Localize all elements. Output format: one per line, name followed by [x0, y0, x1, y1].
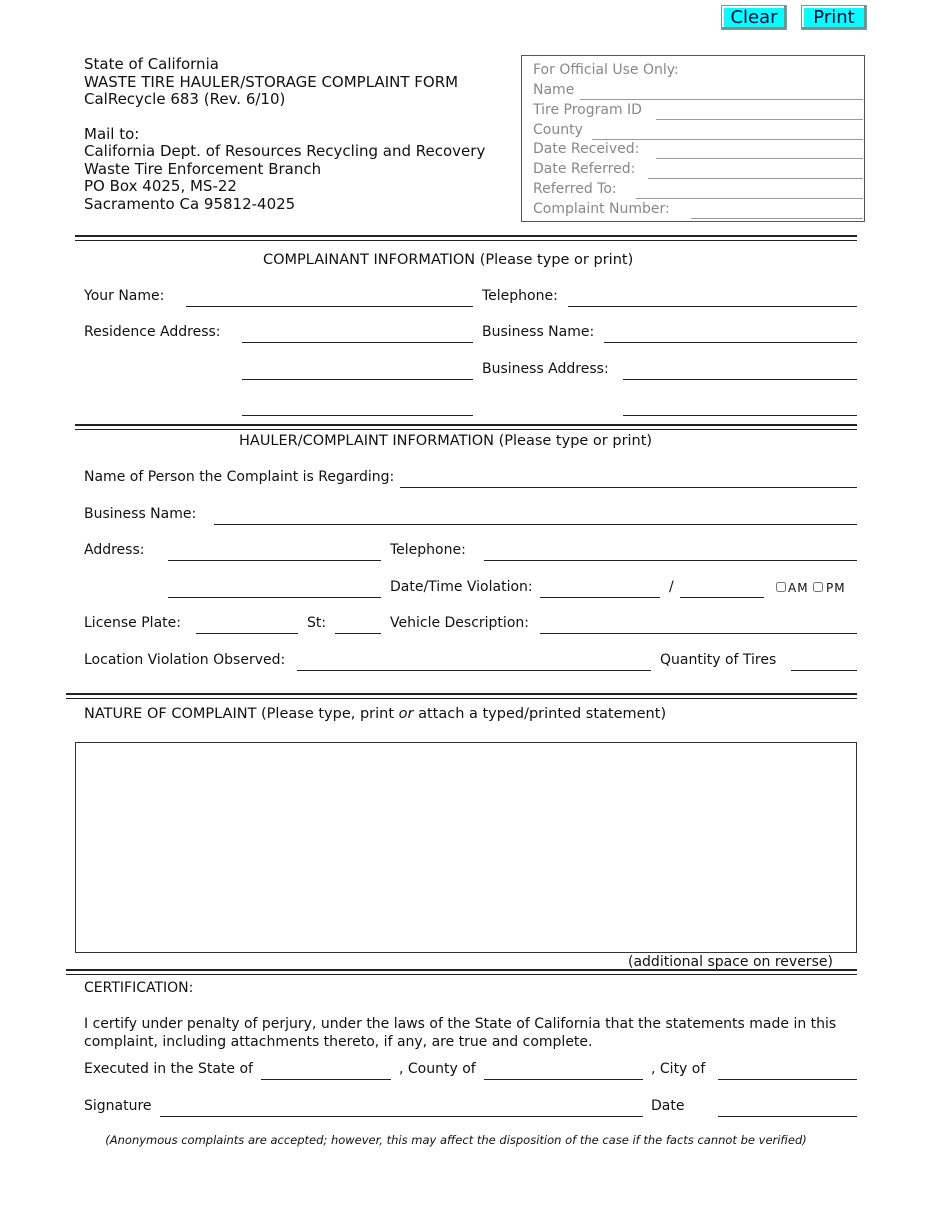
date-time-separator: /: [669, 579, 674, 595]
section-divider: [66, 969, 857, 975]
header-block: [84, 56, 485, 213]
business-address-input[interactable]: [623, 362, 857, 380]
official-county-line: [592, 139, 863, 140]
section-divider: [75, 424, 857, 430]
quantity-tires-label: Quantity of Tires: [660, 652, 777, 668]
mail-line: Sacramento Ca 95812-4025: [84, 194, 296, 213]
person-regarding-label: Name of Person the Complaint is Regarding:: [84, 469, 395, 485]
county-of-input[interactable]: [484, 1062, 643, 1080]
signature-label: Signature: [84, 1098, 152, 1114]
official-county-label: County: [533, 122, 583, 138]
executed-state-label: Executed in the State of: [84, 1061, 253, 1077]
hauler-telephone-input[interactable]: [484, 543, 857, 561]
clear-button[interactable]: Clear: [721, 5, 787, 30]
official-complaint-number-label: Complaint Number:: [533, 201, 670, 217]
signature-input[interactable]: [160, 1099, 643, 1117]
certification-statement-line: I certify under penalty of perjury, under the laws of the State of California that the statements made in this: [84, 1016, 837, 1032]
residence-address-label: Residence Address:: [84, 324, 221, 340]
plate-state-label: St:: [307, 615, 327, 631]
date-input[interactable]: [718, 1099, 857, 1117]
anonymous-note: (Anonymous complaints are accepted; however, this may affect the disposition of the case if the facts cannot be verified): [105, 1133, 807, 1147]
pm-label: PM: [826, 581, 846, 595]
nature-heading-part: NATURE OF COMPLAINT (Please type, print: [84, 706, 399, 722]
residence-address-line3-input[interactable]: [242, 398, 473, 416]
nature-heading-part: attach a typed/printed statement): [413, 706, 667, 722]
mail-line: PO Box 4025, MS-22: [84, 177, 237, 195]
state-name: State of California: [84, 55, 219, 73]
form-number: CalRecycle 683 (Rev. 6/10): [84, 90, 286, 108]
official-use-box: [521, 55, 865, 222]
license-plate-label: License Plate:: [84, 615, 181, 631]
official-referred-to-line: [636, 198, 863, 199]
your-name-label: Your Name:: [84, 288, 165, 304]
print-button[interactable]: Print: [801, 5, 867, 30]
certification-statement-line: complaint, including attachments thereto, if any, are true and complete.: [84, 1034, 593, 1050]
business-name-input[interactable]: [604, 325, 857, 343]
complainant-heading: COMPLAINANT INFORMATION (Please type or print): [263, 252, 634, 268]
nature-heading-or: or: [398, 706, 414, 722]
residence-address-line2-input[interactable]: [242, 362, 473, 380]
violation-date-input[interactable]: [540, 580, 660, 598]
hauler-address-input[interactable]: [168, 543, 381, 561]
official-date-received-label: Date Received:: [533, 141, 640, 157]
date-time-violation-label: Date/Time Violation:: [390, 579, 533, 595]
hauler-telephone-label: Telephone:: [390, 542, 466, 558]
official-use-title: For Official Use Only:: [533, 62, 679, 78]
business-address-line2-input[interactable]: [623, 398, 857, 416]
hauler-business-name-input[interactable]: [214, 507, 857, 525]
executed-state-input[interactable]: [261, 1062, 391, 1080]
official-program-id-line: [656, 119, 863, 120]
city-of-label: , City of: [651, 1061, 706, 1077]
pm-checkbox[interactable]: [813, 582, 823, 592]
your-name-input[interactable]: [186, 289, 473, 307]
residence-address-input[interactable]: [242, 325, 473, 343]
official-date-received-line: [656, 158, 863, 159]
official-date-referred-label: Date Referred:: [533, 161, 636, 177]
official-complaint-number-line: [691, 218, 863, 219]
nature-heading: [84, 706, 666, 722]
mail-line: California Dept. of Resources Recycling and Recovery: [84, 142, 486, 160]
telephone-input[interactable]: [568, 289, 857, 307]
official-name-label: Name: [533, 82, 575, 98]
official-name-line: [580, 99, 863, 100]
section-divider: [66, 693, 857, 699]
official-referred-to-label: Referred To:: [533, 181, 617, 197]
official-date-referred-line: [648, 178, 863, 179]
plate-state-input[interactable]: [335, 616, 381, 634]
location-observed-input[interactable]: [297, 653, 651, 671]
business-address-label: Business Address:: [482, 361, 609, 377]
person-regarding-input[interactable]: [400, 470, 857, 488]
nature-of-complaint-textarea[interactable]: [75, 742, 857, 953]
am-label: AM: [788, 581, 809, 595]
violation-time-input[interactable]: [680, 580, 764, 598]
form-title: WASTE TIRE HAULER/STORAGE COMPLAINT FORM: [84, 72, 459, 91]
hauler-business-name-label: Business Name:: [84, 506, 197, 522]
official-program-id-label: Tire Program ID: [533, 102, 642, 118]
section-divider: [75, 235, 857, 241]
quantity-tires-input[interactable]: [791, 653, 857, 671]
business-name-label: Business Name:: [482, 324, 595, 340]
location-observed-label: Location Violation Observed:: [84, 652, 286, 668]
county-of-label: , County of: [399, 1061, 476, 1077]
hauler-heading: HAULER/COMPLAINT INFORMATION (Please type or print): [239, 433, 653, 449]
hauler-address-label: Address:: [84, 542, 145, 558]
hauler-address-line2-input[interactable]: [168, 580, 381, 598]
additional-space-note: (additional space on reverse): [628, 954, 833, 970]
certification-heading: CERTIFICATION:: [84, 980, 194, 996]
mail-line: Waste Tire Enforcement Branch: [84, 159, 322, 178]
telephone-label: Telephone:: [482, 288, 558, 304]
city-of-input[interactable]: [718, 1062, 857, 1080]
vehicle-description-label: Vehicle Description:: [390, 615, 529, 631]
mail-to-label: Mail to:: [84, 124, 140, 143]
am-checkbox[interactable]: [776, 582, 786, 592]
date-label: Date: [651, 1098, 685, 1114]
vehicle-description-input[interactable]: [540, 616, 857, 634]
license-plate-input[interactable]: [196, 616, 298, 634]
